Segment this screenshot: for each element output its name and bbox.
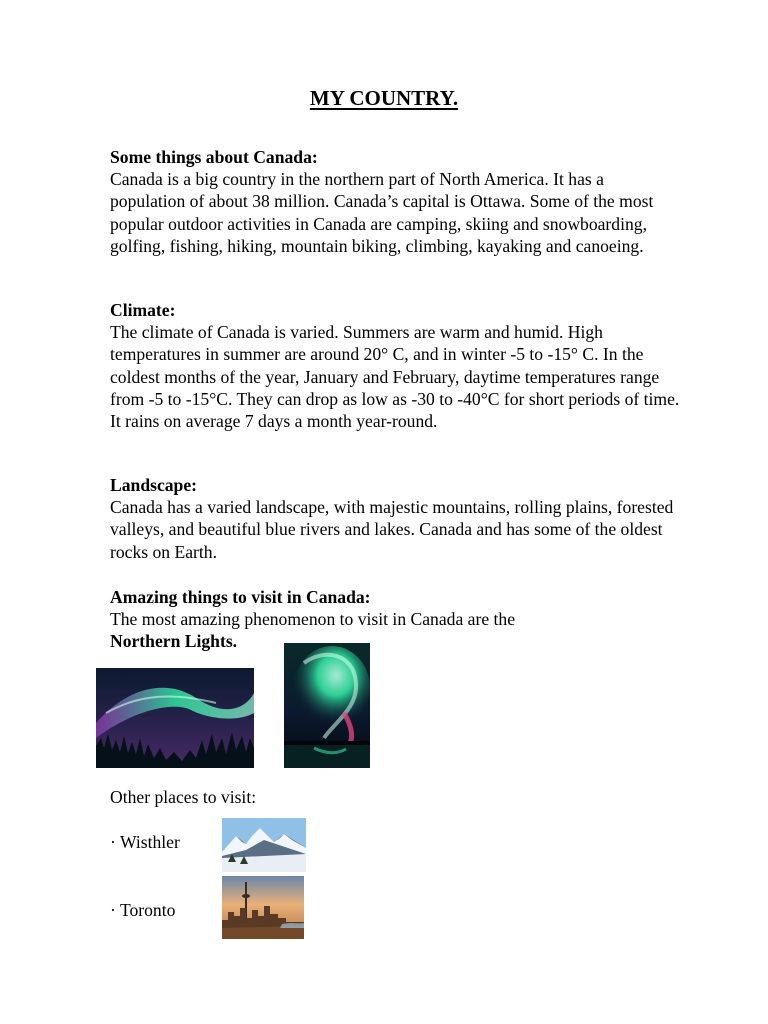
other-places-label: Other places to visit: [110, 787, 257, 807]
section-text: Canada has a varied landscape, with majestic mountains, rolling plains, forested valleys, and beautiful blue rivers and lakes. Canada and has some of the oldest rocks on Earth. [110, 497, 674, 562]
list-item-whistler [110, 831, 180, 853]
bullet: · [110, 832, 116, 852]
section-about [110, 146, 680, 257]
bullet: · [110, 900, 116, 920]
aurora-photo-forest [96, 668, 254, 768]
northern-lights-highlight: Northern Lights. [110, 631, 238, 652]
aurora-photo-lake [284, 643, 370, 768]
page-title: MY COUNTRY. [309, 86, 459, 110]
section-text: Canada is a big country in the northern part of North America. It has a population of about 38 million. Canada’s capital is Ottawa. Some of the most popular outdoor activities in Canada are camping, skiing and snowboarding, golfing, fishing, hiking, mountain biking, climbing, kayaking and canoeing. [110, 169, 654, 256]
section-heading: Landscape: [110, 475, 198, 495]
place-name: Toronto [119, 900, 176, 920]
section-heading: Climate: [110, 300, 176, 320]
section-amazing [110, 586, 680, 653]
section-text: The most amazing phenomenon to visit in Canada are the Northern Lights. [110, 609, 516, 652]
section-landscape [110, 474, 680, 563]
whistler-photo [222, 818, 306, 872]
section-heading: Some things about Canada: [110, 147, 318, 167]
list-item-toronto [110, 899, 175, 921]
section-text: The climate of Canada is varied. Summers are warm and humid. High temperatures in summer are around 20° C, and in winter -5 to -15° C. In the coldest months of the year, January and February, daytime temperatures range from -5 to -15°C. They can drop as low as -30 to -40°C for short periods of time. It rains on average 7 days a month year-round. [110, 322, 680, 432]
section-climate [110, 299, 680, 432]
place-name: Wisthler [119, 832, 180, 852]
toronto-photo [222, 876, 304, 939]
section-heading: Amazing things to visit in Canada: [110, 587, 371, 607]
